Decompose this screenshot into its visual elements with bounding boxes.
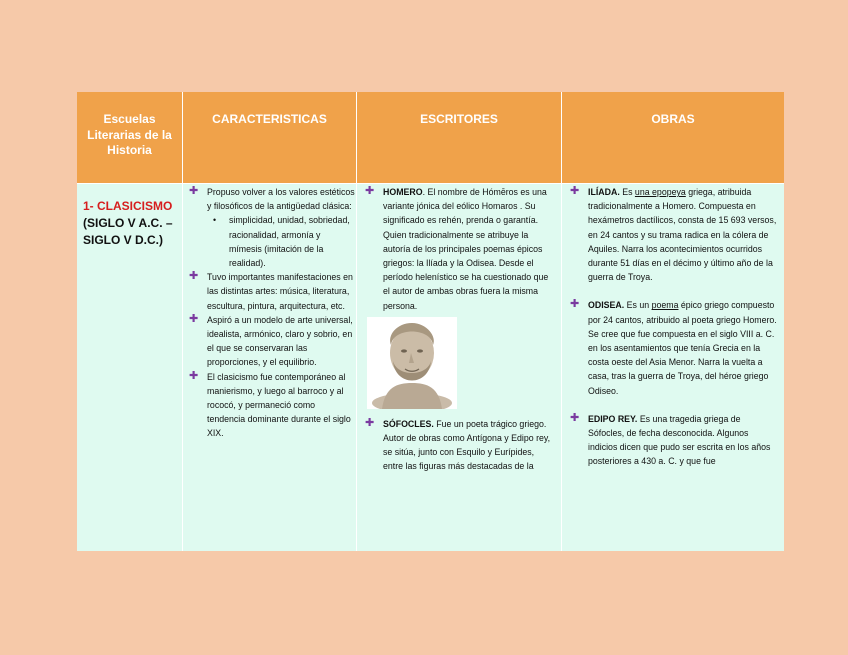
work-name: ILÍADA. (588, 187, 620, 197)
cross-bullet-icon: ✚ (189, 312, 199, 325)
header-writers-label: ESCRITORES (420, 112, 498, 126)
list-item (187, 185, 355, 213)
list-item (568, 185, 778, 284)
work-text: épico griego compuesto por 24 cantos, atribuido al poeta griego Homero. Se cree que fue compuesta en el siglo VIII a. C. en los asentamientos que tenía Grecia en la costa oeste del Asia Menor. Narra la vuelta a casa, tras la guerra de Troya, del héroe griego Odiseo. (588, 300, 777, 396)
cross-bullet-icon: ✚ (189, 270, 199, 283)
list-item (568, 298, 778, 397)
column-divider (356, 92, 357, 551)
homer-bust-image (367, 317, 457, 409)
writer-name: SÓFOCLES. (383, 418, 434, 429)
cross-bullet-icon: ✚ (189, 185, 199, 197)
characteristic-text: El clasicismo fue contemporáneo al manierismo, y luego al barroco y al rococó, y permaneció como tendencia dominante durante el siglo XIX. (207, 371, 351, 439)
list-item (363, 417, 555, 474)
cross-bullet-icon: ✚ (570, 298, 580, 311)
work-name: ODISEA. (588, 300, 625, 311)
cross-bullet-icon: ✚ (570, 411, 580, 424)
literary-schools-table (77, 92, 784, 551)
work-text: Es (619, 187, 635, 197)
list-item (363, 185, 555, 313)
characteristics-cell (187, 185, 355, 441)
cross-bullet-icon: ✚ (189, 369, 199, 382)
cross-bullet-icon: ✚ (365, 185, 375, 197)
column-divider (182, 92, 183, 551)
characteristic-text: Aspiró a un modelo de arte universal, idealista, armónico, claro y sobrio, en el que se conservaran las proporciones, y el equilibrio. (207, 314, 353, 368)
header-schools (77, 92, 182, 183)
column-divider (561, 92, 562, 551)
header-writers (357, 92, 561, 183)
header-characteristics-label: CARACTERISTICAS (212, 112, 327, 126)
writer-text: Fue un poeta trágico griego. Autor de obras como Antígona y Edipo rey, se sitúa, junto con Esquilo y Eurípides, entre las figuras más destacadas de la (383, 418, 551, 472)
list-item (568, 412, 778, 469)
row-divider (77, 183, 784, 184)
writer-text: . El nombre de Hómēros es una variante jónica del eólico Homaros . Su significado es rehén, prenda o garantía. Quien tradicionalmente se atribuye la autoría de los principales poemas épicos griegos: la Ilíada y la Odisea. Desde el período helenístico se ha cuestionado que el autor de ambas obras fuera la misma persona. (383, 187, 549, 311)
header-works-label: OBRAS (651, 112, 695, 126)
header-characteristics (183, 92, 356, 183)
school-title: 1- CLASICISMO (83, 199, 173, 213)
list-item (187, 313, 355, 370)
cross-bullet-icon: ✚ (570, 185, 580, 197)
characteristic-sub-text: simplicidad, unidad, sobriedad, racionalidad, armonía y mímesis (imitación de la realidad). (229, 215, 350, 269)
work-link[interactable]: poema (651, 300, 679, 311)
header-works (562, 92, 784, 183)
writer-name: HOMERO (383, 187, 423, 197)
work-text: Es una tragedia griega de Sófocles, de fecha desconocida. Algunos indicios dicen que pudo ser escrita en los años posteriores a 430 a. C. y que fue (588, 413, 771, 467)
sub-list-item (207, 213, 355, 270)
work-text: Es un (624, 300, 652, 311)
list-item (187, 370, 355, 441)
works-cell (568, 185, 778, 469)
work-name: EDIPO REY. (588, 413, 638, 424)
bullet-dot-icon: • (213, 215, 217, 226)
work-text: griega, atribuida tradicionalmente a Homero. Compuesta en hexámetros dactílicos, consta de 15 693 versos, en 24 cantos y su trama radica en la cólera de Aquiles. Narra los acontecimientos ocurridos durante 51 días en el décimo y último año de la guerra de Troya. (588, 187, 777, 283)
list-item (187, 270, 355, 313)
work-link[interactable]: una epopeya (634, 187, 686, 197)
characteristic-text: Tuvo importantes manifestaciones en las distintas artes: música, literatura, escultura, pintura, arquitectura, etc. (207, 272, 353, 311)
characteristic-text: Propuso volver a los valores estéticos y filosóficos de la antigüedad clásica: (207, 187, 355, 212)
school-cell (83, 198, 179, 249)
school-period: (SIGLO V A.C. – SIGLO V D.C.) (83, 216, 173, 247)
cross-bullet-icon: ✚ (365, 416, 375, 429)
header-schools-label: Escuelas Literarias de la Historia (87, 112, 172, 158)
writers-cell (363, 185, 555, 474)
